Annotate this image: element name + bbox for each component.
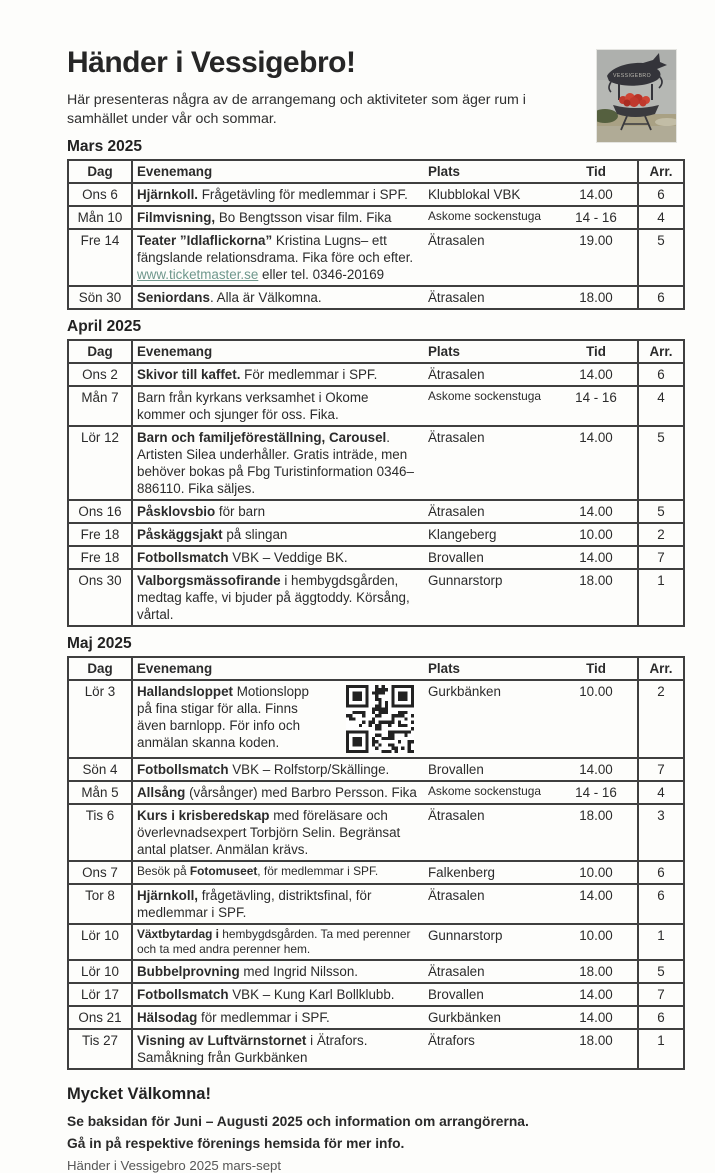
time-cell: 18.00 bbox=[555, 569, 638, 626]
organizer-cell: 1 bbox=[638, 1029, 684, 1069]
event-cell bbox=[132, 804, 424, 861]
table-row bbox=[68, 386, 684, 426]
time-cell: 14.00 bbox=[555, 500, 638, 523]
event-text-segment: Frågetävling för medlemmar i SPF. bbox=[198, 187, 408, 202]
event-cell bbox=[132, 680, 424, 758]
table-row bbox=[68, 884, 684, 924]
table-row bbox=[68, 983, 684, 1006]
table-row bbox=[68, 183, 684, 206]
event-cell bbox=[132, 523, 424, 546]
event-text-segment: frågetävling, distriktsfinal, för medlemmar i SPF. bbox=[137, 888, 372, 920]
table-header-row bbox=[68, 657, 684, 680]
event-cell bbox=[132, 983, 424, 1006]
event-text-segment: för barn bbox=[215, 504, 266, 519]
sign-text: VESSIGEBRO bbox=[613, 73, 652, 79]
column-header-evenemang: Evenemang bbox=[137, 661, 213, 676]
time-cell: 10.00 bbox=[555, 861, 638, 884]
event-text-segment: Påsklovsbio bbox=[137, 504, 216, 519]
table-row bbox=[68, 924, 684, 960]
place-cell: Ätrasalen bbox=[424, 363, 555, 386]
ticketmaster-link[interactable]: www.ticketmaster.se bbox=[137, 267, 259, 282]
organizer-cell: 6 bbox=[638, 286, 684, 309]
table-row bbox=[68, 286, 684, 309]
event-text-segment: Växtbytardag i bbox=[137, 927, 219, 941]
village-sign-illustration bbox=[597, 50, 676, 142]
organizer-cell: 1 bbox=[638, 924, 684, 960]
event-text-segment: Hallandsloppet bbox=[137, 684, 233, 699]
village-sign-photo bbox=[597, 50, 676, 142]
event-cell bbox=[132, 500, 424, 523]
events-table bbox=[67, 656, 685, 1070]
organizer-cell: 7 bbox=[638, 546, 684, 569]
column-header-plats: Plats bbox=[428, 344, 461, 359]
organizer-cell: 5 bbox=[638, 500, 684, 523]
section-heading-mars-2025: Mars 2025 bbox=[67, 138, 142, 155]
place-cell: Askome sockenstuga bbox=[424, 206, 555, 229]
table-header-row bbox=[68, 340, 684, 363]
organizer-cell: 7 bbox=[638, 983, 684, 1006]
table-row bbox=[68, 500, 684, 523]
footer bbox=[67, 1085, 683, 1173]
event-text-segment: Fotbollsmatch bbox=[137, 550, 229, 565]
table-row bbox=[68, 861, 684, 884]
table-row bbox=[68, 781, 684, 804]
time-cell: 10.00 bbox=[555, 680, 638, 758]
time-cell: 19.00 bbox=[555, 229, 638, 286]
day-cell: Tor 8 bbox=[68, 884, 132, 924]
column-header-tid: Tid bbox=[586, 164, 606, 179]
events-table bbox=[67, 159, 685, 310]
time-cell: 10.00 bbox=[555, 523, 638, 546]
organizer-cell: 6 bbox=[638, 861, 684, 884]
place-cell: Askome sockenstuga bbox=[424, 781, 555, 804]
organizer-cell: 4 bbox=[638, 386, 684, 426]
column-header-plats: Plats bbox=[428, 661, 461, 676]
table-row bbox=[68, 523, 684, 546]
event-cell bbox=[132, 229, 424, 286]
event-cell bbox=[132, 924, 424, 960]
place-cell: Brovallen bbox=[424, 546, 555, 569]
event-cell bbox=[132, 183, 424, 206]
table-row bbox=[68, 546, 684, 569]
column-header-dag: Dag bbox=[68, 160, 132, 183]
organizer-cell: 5 bbox=[638, 229, 684, 286]
time-cell: 18.00 bbox=[555, 1029, 638, 1069]
place-cell: Gunnarstorp bbox=[424, 569, 555, 626]
event-text-segment: Valborgsmässofirande bbox=[137, 573, 281, 588]
day-cell: Ons 2 bbox=[68, 363, 132, 386]
event-text-segment: Seniordans bbox=[137, 290, 210, 305]
column-header-arr: Arr. bbox=[638, 657, 684, 680]
organizer-cell: 6 bbox=[638, 183, 684, 206]
place-cell: Falkenberg bbox=[424, 861, 555, 884]
day-cell: Sön 4 bbox=[68, 758, 132, 781]
column-header-tid: Tid bbox=[586, 344, 606, 359]
event-cell bbox=[132, 286, 424, 309]
organizer-cell: 6 bbox=[638, 363, 684, 386]
event-cell bbox=[132, 363, 424, 386]
place-cell: Ätrasalen bbox=[424, 426, 555, 500]
page-title: Händer i Vessigebro! bbox=[67, 46, 356, 79]
event-text-segment: på slingan bbox=[222, 527, 288, 542]
place-cell: Brovallen bbox=[424, 758, 555, 781]
organizer-cell: 6 bbox=[638, 884, 684, 924]
day-cell: Lör 17 bbox=[68, 983, 132, 1006]
day-cell: Ons 16 bbox=[68, 500, 132, 523]
event-cell bbox=[132, 758, 424, 781]
column-header-dag: Dag bbox=[68, 657, 132, 680]
place-cell: Ätrasalen bbox=[424, 804, 555, 861]
organizer-cell: 2 bbox=[638, 680, 684, 758]
event-cell bbox=[132, 884, 424, 924]
event-text-segment: Fotbollsmatch bbox=[137, 987, 229, 1002]
day-cell: Ons 21 bbox=[68, 1006, 132, 1029]
events-table bbox=[67, 339, 685, 627]
event-text-segment: Barn och familjeföreställning, Carousel bbox=[137, 430, 387, 445]
event-text-segment: i hembygdsgården, medtag kaffe, vi bjuder på äggtoddy. Körsång, vårtal. bbox=[137, 573, 410, 622]
column-header-arr: Arr. bbox=[638, 340, 684, 363]
event-text-segment: för medlemmar i SPF. bbox=[197, 1010, 330, 1025]
place-cell: Gurkbänken bbox=[424, 1006, 555, 1029]
organizer-cell: 7 bbox=[638, 758, 684, 781]
day-cell: Mån 5 bbox=[68, 781, 132, 804]
event-text-segment: . Alla är Välkomna. bbox=[209, 290, 322, 305]
time-cell: 14.00 bbox=[555, 758, 638, 781]
organizer-cell: 4 bbox=[638, 781, 684, 804]
day-cell: Tis 27 bbox=[68, 1029, 132, 1069]
time-cell: 14.00 bbox=[555, 546, 638, 569]
place-cell: Ätrafors bbox=[424, 1029, 555, 1069]
event-text-segment: (vårsånger) med Barbro Persson. Fika bbox=[185, 785, 417, 800]
event-text-segment: VBK – Rolfstorp/Skällinge. bbox=[228, 762, 390, 777]
table-row bbox=[68, 229, 684, 286]
event-text-segment: Fotomuseet bbox=[189, 864, 258, 878]
event-cell bbox=[132, 426, 424, 500]
section-heading-maj-2025: Maj 2025 bbox=[67, 635, 132, 652]
table-row bbox=[68, 960, 684, 983]
organizer-cell: 3 bbox=[638, 804, 684, 861]
table-row bbox=[68, 804, 684, 861]
organizer-cell: 2 bbox=[638, 523, 684, 546]
place-cell: Ätrasalen bbox=[424, 960, 555, 983]
time-cell: 14.00 bbox=[555, 884, 638, 924]
event-text-segment: VBK – Veddige BK. bbox=[228, 550, 348, 565]
event-cell bbox=[132, 1029, 424, 1069]
event-text-segment: Kristina Lugns– ett fängslande relationsdrama. Fika före och efter. bbox=[137, 233, 414, 265]
time-cell: 10.00 bbox=[555, 924, 638, 960]
place-cell: Ätrasalen bbox=[424, 500, 555, 523]
day-cell: Lör 3 bbox=[68, 680, 132, 758]
day-cell: Mån 10 bbox=[68, 206, 132, 229]
day-cell: Sön 30 bbox=[68, 286, 132, 309]
event-cell bbox=[132, 546, 424, 569]
event-text-segment: Hjärnkoll. bbox=[137, 187, 199, 202]
organizer-cell: 5 bbox=[638, 960, 684, 983]
event-text-segment: hembygdsgården. Ta med perenner och ta med andra perenner hem. bbox=[137, 927, 411, 956]
organizer-cell: 4 bbox=[638, 206, 684, 229]
event-cell bbox=[132, 861, 424, 884]
footer-website-note: Gå in på respektive förenings hemsida för mer info. bbox=[67, 1136, 405, 1151]
day-cell: Tis 6 bbox=[68, 804, 132, 861]
event-text-segment: VBK – Kung Karl Bollklubb. bbox=[228, 987, 395, 1002]
day-cell: Fre 18 bbox=[68, 523, 132, 546]
event-cell bbox=[132, 1006, 424, 1029]
event-text-segment: Bubbelprovning bbox=[137, 964, 240, 979]
time-cell: 14.00 bbox=[555, 983, 638, 1006]
event-text-segment: i Ätrafors. Samåkning från Gurkbänken bbox=[137, 1033, 368, 1065]
table-row bbox=[68, 426, 684, 500]
page-subtitle: Här presenteras några av de arrangemang och aktiviteter som äger rum i samhället under vår och sommar. bbox=[67, 92, 526, 127]
day-cell: Fre 14 bbox=[68, 229, 132, 286]
day-cell: Lör 10 bbox=[68, 960, 132, 983]
day-cell: Ons 30 bbox=[68, 569, 132, 626]
day-cell: Mån 7 bbox=[68, 386, 132, 426]
event-text-segment: Bo Bengtsson visar film. Fika bbox=[215, 210, 392, 225]
day-cell: Lör 10 bbox=[68, 924, 132, 960]
place-cell: Gurkbänken bbox=[424, 680, 555, 758]
organizer-cell: 5 bbox=[638, 426, 684, 500]
event-cell bbox=[132, 569, 424, 626]
table-row bbox=[68, 1029, 684, 1069]
event-text-segment: med föreläsare och överlevnadsexpert Torbjörn Selin. Begränsat antal platser. Anmälan krävs. bbox=[137, 808, 401, 857]
column-header-dag: Dag bbox=[68, 340, 132, 363]
column-header-evenemang: Evenemang bbox=[137, 164, 213, 179]
column-header-arr: Arr. bbox=[638, 160, 684, 183]
time-cell: 14.00 bbox=[555, 363, 638, 386]
event-text-segment: Påskäggsjakt bbox=[137, 527, 223, 542]
qr-code bbox=[346, 685, 414, 753]
event-text-segment: Motionslopp på fina stigar för alla. Finns även barnlopp. För info och anmälan skanna koden. bbox=[137, 684, 309, 750]
place-cell: Klubblokal VBK bbox=[424, 183, 555, 206]
event-text-segment: Barn från kyrkans verksamhet i Okome kommer och sjunger för oss. Fika. bbox=[137, 390, 369, 422]
column-header-plats: Plats bbox=[428, 164, 461, 179]
event-text-segment: Fotbollsmatch bbox=[137, 762, 229, 777]
organizer-cell: 6 bbox=[638, 1006, 684, 1029]
time-cell: 14 - 16 bbox=[555, 206, 638, 229]
place-cell: Klangeberg bbox=[424, 523, 555, 546]
event-cell bbox=[132, 206, 424, 229]
time-cell: 14 - 16 bbox=[555, 386, 638, 426]
place-cell: Ätrasalen bbox=[424, 286, 555, 309]
event-text-segment: Visning av Luftvärnstornet bbox=[137, 1033, 307, 1048]
day-cell: Ons 7 bbox=[68, 861, 132, 884]
event-text-segment: Allsång bbox=[137, 785, 186, 800]
event-cell bbox=[132, 960, 424, 983]
event-text-segment: med Ingrid Nilsson. bbox=[239, 964, 358, 979]
place-cell: Brovallen bbox=[424, 983, 555, 1006]
time-cell: 18.00 bbox=[555, 804, 638, 861]
time-cell: 14.00 bbox=[555, 1006, 638, 1029]
event-text-segment: Teater ”Idlaflickorna” bbox=[137, 233, 273, 248]
event-sections bbox=[67, 138, 683, 1070]
table-row bbox=[68, 363, 684, 386]
table-row bbox=[68, 206, 684, 229]
table-row bbox=[68, 758, 684, 781]
time-cell: 14.00 bbox=[555, 426, 638, 500]
event-text-segment: Hjärnkoll, bbox=[137, 888, 199, 903]
footer-welcome: Mycket Välkomna! bbox=[67, 1085, 211, 1103]
time-cell: 14 - 16 bbox=[555, 781, 638, 804]
event-text-segment: Skivor till kaffet. bbox=[137, 367, 241, 382]
table-header-row bbox=[68, 160, 684, 183]
table-row bbox=[68, 1006, 684, 1029]
section-heading-april-2025: April 2025 bbox=[67, 318, 142, 335]
place-cell: Gunnarstorp bbox=[424, 924, 555, 960]
event-text-segment: För medlemmar i SPF. bbox=[240, 367, 378, 382]
event-text-segment: . Artisten Silea underhåller. Gratis inträde, men behöver bokas på Fbg Turistinformation 0346–886110. Fika säljes. bbox=[137, 430, 414, 496]
event-cell bbox=[132, 386, 424, 426]
event-text-segment: eller tel. 0346-20169 bbox=[258, 267, 385, 282]
footer-document-label: Händer i Vessigebro 2025 mars-sept bbox=[67, 1158, 282, 1173]
time-cell: 18.00 bbox=[555, 286, 638, 309]
day-cell: Fre 18 bbox=[68, 546, 132, 569]
organizer-cell: 1 bbox=[638, 569, 684, 626]
event-text-segment: Filmvisning, bbox=[137, 210, 216, 225]
time-cell: 18.00 bbox=[555, 960, 638, 983]
table-row bbox=[68, 569, 684, 626]
event-cell bbox=[132, 781, 424, 804]
place-cell: Ätrasalen bbox=[424, 884, 555, 924]
event-text-segment: Hälsodag bbox=[137, 1010, 198, 1025]
column-header-tid: Tid bbox=[586, 661, 606, 676]
table-row bbox=[68, 680, 684, 758]
column-header-evenemang: Evenemang bbox=[137, 344, 213, 359]
place-cell: Askome sockenstuga bbox=[424, 386, 555, 426]
event-text-segment: , för medlemmar i SPF. bbox=[257, 864, 379, 878]
event-text-segment: Kurs i krisberedskap bbox=[137, 808, 270, 823]
event-text-segment: Besök på bbox=[137, 864, 190, 878]
time-cell: 14.00 bbox=[555, 183, 638, 206]
day-cell: Lör 12 bbox=[68, 426, 132, 500]
day-cell: Ons 6 bbox=[68, 183, 132, 206]
footer-backside-note: Se baksidan för Juni – Augusti 2025 och information om arrangörerna. bbox=[67, 1114, 529, 1129]
place-cell: Ätrasalen bbox=[424, 229, 555, 286]
